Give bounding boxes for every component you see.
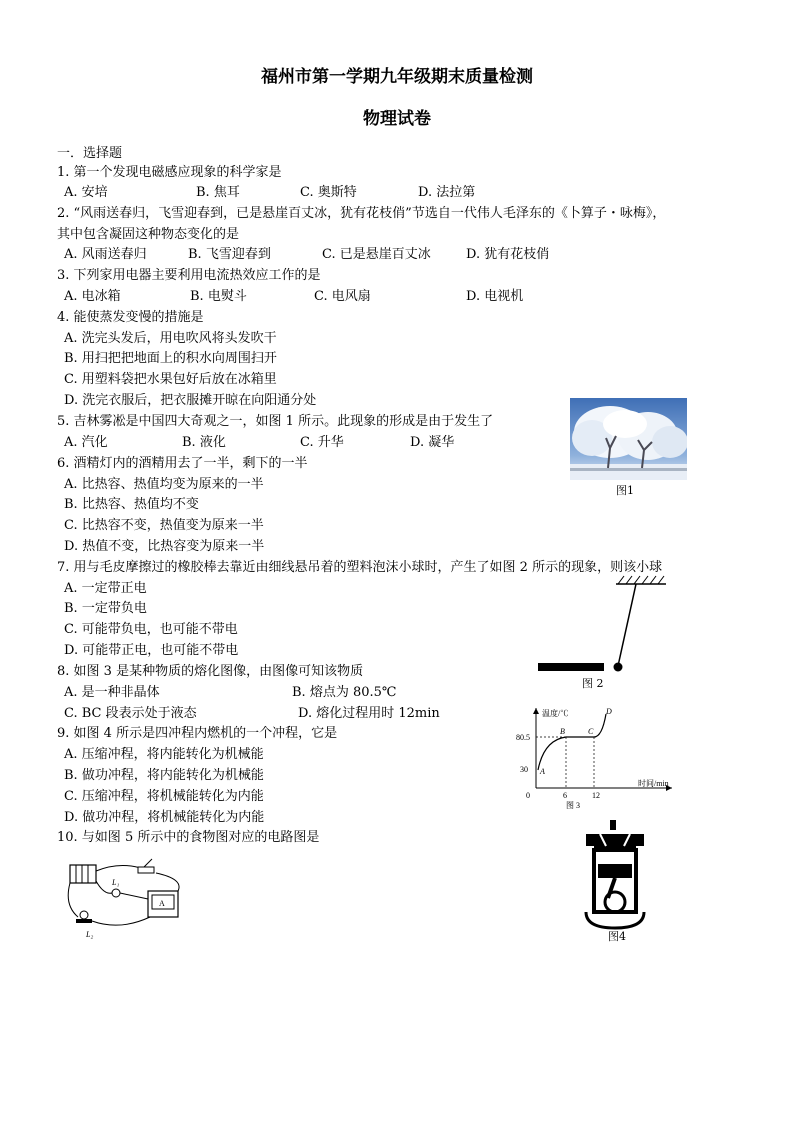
q8-option-c[interactable]: C. BC 段表示处于液态 [64,706,197,721]
q4-option-d[interactable]: D. 洗完衣服后，把衣服摊开晾在向阳通分处 [64,393,317,408]
q4-option-b[interactable]: B. 用扫把把地面上的积水向周围扫开 [64,351,277,366]
q9-option-b[interactable]: B. 做功冲程，将内能转化为机械能 [64,768,264,783]
question-5-stem: 5. 吉林雾凇是中国四大奇观之一，如图 1 所示。此现象的形成是由于发生了 [57,414,494,429]
lamp-l2-label: L₂ [86,930,94,939]
page-subtitle: 物理试卷 [363,109,431,129]
figure-4-engine [580,818,650,930]
q6-option-d[interactable]: D. 热值不变，比热容变为原来一半 [64,539,265,554]
question-6-stem: 6. 酒精灯内的酒精用去了一半，剩下的一半 [57,456,308,471]
question-7-stem: 7. 用与毛皮摩擦过的橡胶棒去靠近由细线悬吊着的塑料泡沫小球时，产生了如图 2 所示的现象，则该小球 [57,560,663,575]
figure-1-photo [570,398,687,480]
point-label-a: A [540,767,545,776]
q9-option-a[interactable]: A. 压缩冲程，将内能转化为机械能 [64,747,264,762]
q3-option-d[interactable]: D. 电视机 [466,289,524,304]
lamp-l1-label: L₁ [112,878,120,887]
question-10-stem: 10. 与如图 5 所示中的食物图对应的电路图是 [57,830,320,845]
x-tick-12: 12 [592,791,600,800]
figure-3-chart [510,700,680,810]
x-tick-6: 6 [563,791,567,800]
question-2-stem-cont: 其中包含凝固这种物态变化的是 [57,227,240,242]
q2-option-a[interactable]: A. 风雨送春归 [64,247,147,262]
q6-option-c[interactable]: C. 比热容不变，热值变为原来一半 [64,518,264,533]
point-label-d: D [606,707,612,716]
x-tick-0: 0 [526,791,530,800]
figure-1-caption: 图1 [616,484,634,497]
q3-option-a[interactable]: A. 电冰箱 [64,289,121,304]
q3-option-c[interactable]: C. 电风扇 [314,289,371,304]
q7-option-b[interactable]: B. 一定带负电 [64,601,147,616]
question-1-stem: 1. 第一个发现电磁感应现象的科学家是 [57,165,282,180]
q5-option-b[interactable]: B. 液化 [182,435,226,450]
q4-option-c[interactable]: C. 用塑料袋把水果包好后放在冰箱里 [64,372,277,387]
question-9-stem: 9. 如图 4 所示是四冲程内燃机的一个冲程，它是 [57,726,338,741]
q7-option-a[interactable]: A. 一定带正电 [64,581,147,596]
y-axis-label: 温度/℃ [542,709,569,718]
q8-option-a[interactable]: A. 是一种非晶体 [64,685,160,700]
q3-option-b[interactable]: B. 电熨斗 [190,289,247,304]
q1-option-b[interactable]: B. 焦耳 [196,185,240,200]
q7-option-d[interactable]: D. 可能带正电，也可能不带电 [64,643,239,658]
figure-2-diagram [530,572,670,676]
y-tick-80-5: 80.5 [516,733,530,742]
q2-option-c[interactable]: C. 已是悬崖百丈冰 [322,247,431,262]
q2-option-b[interactable]: B. 飞雪迎春到 [188,247,271,262]
q9-option-c[interactable]: C. 压缩冲程，将机械能转化为内能 [64,789,264,804]
q8-option-d[interactable]: D. 熔化过程用时 12min [298,706,440,721]
switch [138,867,154,873]
q5-option-a[interactable]: A. 汽化 [64,435,108,450]
x-axis-label: 时间/min [638,779,669,788]
figure-2-caption: 图 2 [582,677,604,690]
section-heading: 一．选择题 [57,146,123,161]
q2-option-d[interactable]: D. 犹有花枝俏 [466,247,550,262]
q5-option-c[interactable]: C. 升华 [300,435,344,450]
q6-option-b[interactable]: B. 比热容、热值均不变 [64,497,199,512]
lamp-l1 [112,889,120,897]
q1-option-c[interactable]: C. 奥斯特 [300,185,357,200]
figure-5-circuit [60,855,190,943]
question-4-stem: 4. 能使蒸发变慢的措施是 [57,310,204,325]
figure-3-caption: 图 3 [566,801,580,810]
q7-option-c[interactable]: C. 可能带负电，也可能不带电 [64,622,238,637]
q9-option-d[interactable]: D. 做功冲程，将机械能转化为内能 [64,810,265,825]
lamp-l2 [80,911,88,919]
page-title: 福州市第一学期九年级期末质量检测 [261,67,533,87]
question-3-stem: 3. 下列家用电器主要利用电流热效应工作的是 [57,268,321,283]
battery [70,865,96,883]
q4-option-a[interactable]: A. 洗完头发后，用电吹风将头发吹干 [64,331,277,346]
melting-curve [538,714,606,770]
point-label-c: C [588,727,594,736]
q1-option-d[interactable]: D. 法拉第 [418,185,476,200]
question-2-stem: 2. “风雨送春归，飞雪迎春到，已是悬崖百丈冰，犹有花枝俏”节选自一代伟人毛泽东的《卜算子・咏梅》， [57,206,666,221]
q8-option-b[interactable]: B. 熔点为 80.5℃ [292,685,397,700]
y-tick-30: 30 [520,765,528,774]
q5-option-d[interactable]: D. 凝华 [410,435,455,450]
question-8-stem: 8. 如图 3 是某种物质的熔化图像，由图像可知该物质 [57,664,364,679]
point-label-b: B [560,727,565,736]
ammeter-label: A [159,899,165,908]
q6-option-a[interactable]: A. 比热容、热值均变为原来的一半 [64,477,264,492]
q1-option-a[interactable]: A. 安培 [64,185,108,200]
figure-4-caption: 图4 [608,930,626,943]
